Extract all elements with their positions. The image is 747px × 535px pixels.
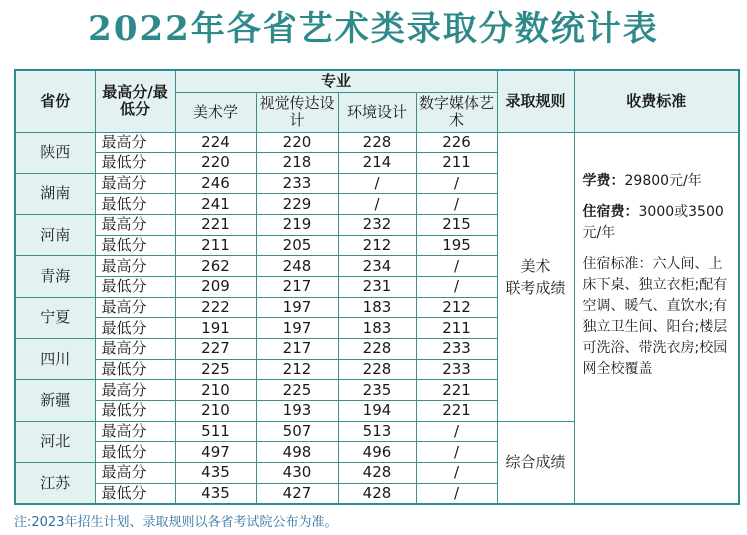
score-cell: 210 bbox=[175, 380, 256, 401]
score-cell: 194 bbox=[338, 401, 416, 422]
score-cell: 234 bbox=[338, 256, 416, 277]
score-cell: 220 bbox=[175, 153, 256, 174]
province-cell: 四川 bbox=[15, 339, 95, 380]
score-cell: 197 bbox=[256, 318, 338, 339]
score-type-cell: 最高分 bbox=[95, 421, 175, 442]
score-cell: 224 bbox=[175, 132, 256, 153]
score-cell: 183 bbox=[338, 297, 416, 318]
header-major-1: 美术学 bbox=[175, 92, 256, 132]
score-cell: 507 bbox=[256, 421, 338, 442]
province-cell: 新疆 bbox=[15, 380, 95, 421]
header-major-group: 专业 bbox=[175, 70, 497, 92]
score-cell: 210 bbox=[175, 401, 256, 422]
score-cell: / bbox=[338, 194, 416, 215]
score-type-cell: 最高分 bbox=[95, 339, 175, 360]
score-cell: 229 bbox=[256, 194, 338, 215]
score-type-cell: 最高分 bbox=[95, 173, 175, 194]
score-type-cell: 最高分 bbox=[95, 215, 175, 236]
score-type-cell: 最高分 bbox=[95, 132, 175, 153]
province-cell: 河北 bbox=[15, 421, 95, 462]
header-fee: 收费标准 bbox=[574, 70, 739, 132]
fee-panel bbox=[574, 132, 739, 504]
score-type-cell: 最高分 bbox=[95, 297, 175, 318]
score-type-cell: 最低分 bbox=[95, 235, 175, 256]
score-cell: 214 bbox=[338, 153, 416, 174]
rule-comprehensive: 综合成绩 bbox=[497, 421, 574, 504]
score-cell: 232 bbox=[338, 215, 416, 236]
score-cell: 217 bbox=[256, 277, 338, 298]
score-cell: 511 bbox=[175, 421, 256, 442]
score-cell: 220 bbox=[256, 132, 338, 153]
rule-art-exam-line2: 联考成绩 bbox=[505, 278, 566, 297]
score-cell: 248 bbox=[256, 256, 338, 277]
score-cell: / bbox=[416, 421, 497, 442]
score-type-cell: 最低分 bbox=[95, 318, 175, 339]
province-cell: 宁夏 bbox=[15, 297, 95, 338]
province-cell: 陕西 bbox=[15, 132, 95, 173]
score-type-cell: 最低分 bbox=[95, 359, 175, 380]
score-cell: 191 bbox=[175, 318, 256, 339]
score-cell: 225 bbox=[175, 359, 256, 380]
score-cell: 193 bbox=[256, 401, 338, 422]
score-cell: 231 bbox=[338, 277, 416, 298]
header-major-2: 视觉传达设计 bbox=[256, 92, 338, 132]
score-cell: / bbox=[416, 463, 497, 484]
header-province: 省份 bbox=[15, 70, 95, 132]
score-cell: 195 bbox=[416, 235, 497, 256]
score-cell: 215 bbox=[416, 215, 497, 236]
score-cell: 219 bbox=[256, 215, 338, 236]
score-type-cell: 最低分 bbox=[95, 442, 175, 463]
score-cell: 205 bbox=[256, 235, 338, 256]
rule-art-exam-line1: 美术 bbox=[520, 256, 551, 275]
score-cell: 225 bbox=[256, 380, 338, 401]
score-cell: 228 bbox=[338, 132, 416, 153]
score-cell: 197 bbox=[256, 297, 338, 318]
score-cell: 496 bbox=[338, 442, 416, 463]
score-cell: 435 bbox=[175, 463, 256, 484]
header-rule: 录取规则 bbox=[497, 70, 574, 132]
fee-tuition bbox=[583, 171, 731, 192]
score-cell: 246 bbox=[175, 173, 256, 194]
score-cell: 211 bbox=[416, 153, 497, 174]
province-cell: 青海 bbox=[15, 256, 95, 297]
score-type-cell: 最高分 bbox=[95, 256, 175, 277]
score-cell: 212 bbox=[256, 359, 338, 380]
fee-lodging-standard: 住宿标准：六人间、上床下桌、独立衣柜;配有空调、暖气、直饮水;有独立卫生间、阳台;楼层可洗浴、带洗衣房;校园网全校覆盖 bbox=[582, 255, 728, 377]
score-cell: 221 bbox=[175, 215, 256, 236]
score-cell: 226 bbox=[416, 132, 497, 153]
score-cell: 427 bbox=[256, 483, 338, 504]
score-type-cell: 最低分 bbox=[95, 277, 175, 298]
fee-lodging bbox=[583, 202, 731, 244]
score-cell: 513 bbox=[338, 421, 416, 442]
rule-art-exam bbox=[497, 132, 574, 421]
fee-lodging-value: 3000或3500元/年 bbox=[582, 203, 724, 241]
score-cell: 209 bbox=[175, 277, 256, 298]
score-cell: 262 bbox=[175, 256, 256, 277]
score-type-cell: 最低分 bbox=[95, 401, 175, 422]
score-cell: 428 bbox=[338, 483, 416, 504]
score-cell: 211 bbox=[175, 235, 256, 256]
score-cell: / bbox=[416, 256, 497, 277]
score-type-cell: 最低分 bbox=[95, 194, 175, 215]
score-cell: / bbox=[416, 277, 497, 298]
score-cell: 498 bbox=[256, 442, 338, 463]
score-cell: 428 bbox=[338, 463, 416, 484]
score-cell: 435 bbox=[175, 483, 256, 504]
score-cell: 222 bbox=[175, 297, 256, 318]
score-cell: 233 bbox=[256, 173, 338, 194]
score-cell: 217 bbox=[256, 339, 338, 360]
fee-lodging-label: 住宿费： bbox=[582, 203, 639, 220]
score-cell: 241 bbox=[175, 194, 256, 215]
score-cell: / bbox=[416, 194, 497, 215]
score-cell: 221 bbox=[416, 401, 497, 422]
header-major-3: 环境设计 bbox=[338, 92, 416, 132]
score-type-cell: 最低分 bbox=[95, 153, 175, 174]
score-cell: / bbox=[338, 173, 416, 194]
score-cell: 228 bbox=[338, 359, 416, 380]
header-major-4: 数字媒体艺术 bbox=[416, 92, 497, 132]
score-cell: 218 bbox=[256, 153, 338, 174]
score-cell: 497 bbox=[175, 442, 256, 463]
score-cell: 235 bbox=[338, 380, 416, 401]
score-cell: / bbox=[416, 442, 497, 463]
score-cell: 430 bbox=[256, 463, 338, 484]
fee-tuition-value: 29800元/年 bbox=[624, 172, 702, 189]
score-cell: / bbox=[416, 483, 497, 504]
score-type-cell: 最低分 bbox=[95, 483, 175, 504]
score-cell: 221 bbox=[416, 380, 497, 401]
footnote: 注:2023年招生计划、录取规则以各省考试院公布为准。 bbox=[14, 515, 338, 530]
score-cell: 233 bbox=[416, 339, 497, 360]
score-cell: 233 bbox=[416, 359, 497, 380]
province-cell: 江苏 bbox=[15, 463, 95, 505]
page-title: 2022年各省艺术类录取分数统计表 bbox=[88, 9, 659, 49]
score-table bbox=[14, 69, 740, 505]
score-cell: 212 bbox=[338, 235, 416, 256]
score-cell: 227 bbox=[175, 339, 256, 360]
score-cell: 183 bbox=[338, 318, 416, 339]
province-cell: 湖南 bbox=[15, 173, 95, 214]
score-cell: / bbox=[416, 173, 497, 194]
score-cell: 212 bbox=[416, 297, 497, 318]
province-cell: 河南 bbox=[15, 215, 95, 256]
score-cell: 228 bbox=[338, 339, 416, 360]
score-type-cell: 最高分 bbox=[95, 380, 175, 401]
score-type-cell: 最高分 bbox=[95, 463, 175, 484]
score-cell: 211 bbox=[416, 318, 497, 339]
fee-tuition-label: 学费： bbox=[582, 172, 625, 189]
header-score-type: 最高分/最低分 bbox=[95, 70, 175, 132]
